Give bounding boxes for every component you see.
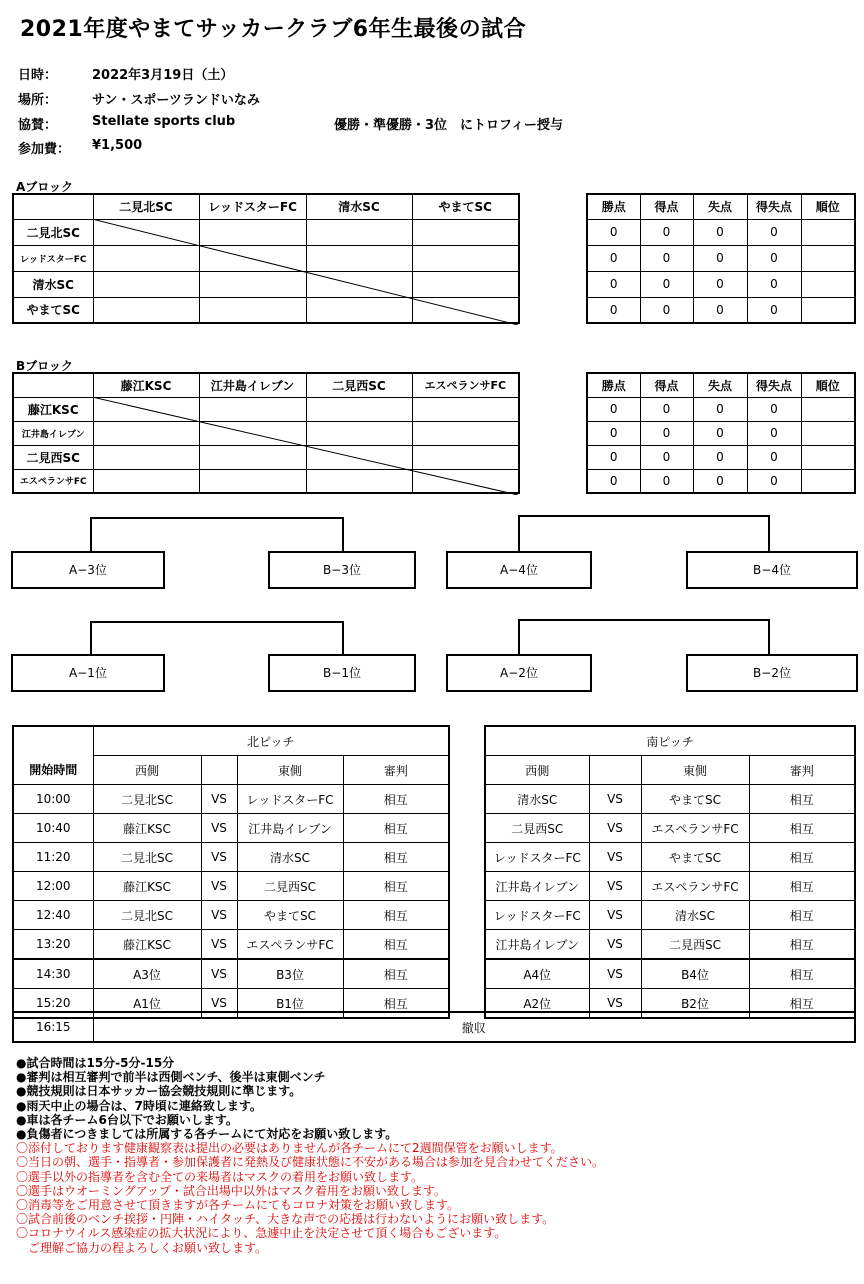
bracket-line — [768, 515, 770, 551]
east-team: レッドスターFC — [237, 785, 343, 814]
stat-header: 得点 — [640, 373, 693, 397]
match-time: 14:30 — [13, 959, 93, 989]
match-time: 10:40 — [13, 814, 93, 843]
east-team: 清水SC — [641, 901, 749, 930]
ref-header: 審判 — [343, 756, 449, 785]
referee: 相互 — [749, 901, 855, 930]
col-team: レッドスターFC — [199, 194, 306, 219]
referee: 相互 — [343, 814, 449, 843]
covid-note-item: ご理解ご協力の程よろしくお願い致します。 — [16, 1240, 268, 1255]
covid-note-item: 〇選手以外の指導者を含む全ての来場者はマスクの着用をお願い致します。 — [16, 1169, 424, 1184]
match-time: 15:20 — [13, 989, 93, 1019]
note-item: ●審判は相互審判で前半は西側ベンチ、後半は東側ベンチ — [16, 1070, 326, 1085]
bracket-line — [768, 619, 770, 654]
fee-value: ¥1,500 — [92, 138, 143, 153]
closing-time: 16:15 — [13, 1012, 93, 1042]
stat-cell: 0 — [693, 245, 747, 271]
note-item: ●競技規則は日本サッカー協会競技規則に準じます。 — [16, 1084, 302, 1099]
note-item: ●負傷者につきましては所属する各チームにて対応をお願い致します。 — [16, 1127, 398, 1142]
stat-cell: 0 — [587, 271, 640, 297]
corner-cell — [13, 373, 93, 397]
stat-cell: 0 — [747, 245, 801, 271]
east-team: エスペランサFC — [641, 814, 749, 843]
referee: 相互 — [343, 872, 449, 901]
north-pitch-schedule — [12, 725, 450, 1019]
west-team: 藤江KSC — [93, 814, 201, 843]
stat-cell: 0 — [587, 297, 640, 323]
referee: 相互 — [343, 959, 449, 989]
stat-cell — [801, 469, 855, 493]
note-item: ●車は各チーム6台以下でお願いします。 — [16, 1112, 238, 1127]
west-header: 西側 — [93, 756, 201, 785]
stat-cell: 0 — [587, 245, 640, 271]
referee: 相互 — [343, 901, 449, 930]
south-pitch-schedule — [484, 725, 856, 1019]
stat-cell: 0 — [640, 219, 693, 245]
vs-label: VS — [201, 959, 237, 989]
east-header: 東側 — [237, 756, 343, 785]
west-team: A1位 — [93, 989, 201, 1019]
block-b-standings — [586, 372, 856, 494]
referee: 相互 — [749, 930, 855, 960]
block-b-diagonal — [92, 397, 518, 495]
stat-cell: 0 — [747, 397, 801, 421]
stat-header: 得失点 — [747, 373, 801, 397]
stat-cell: 0 — [693, 397, 747, 421]
west-team: レッドスターFC — [485, 843, 589, 872]
east-team: 二見西SC — [237, 872, 343, 901]
stat-cell: 0 — [693, 445, 747, 469]
start-time-header: 開始時間 — [13, 756, 93, 785]
stat-cell — [801, 271, 855, 297]
bracket-line — [518, 515, 520, 551]
vs-label: VS — [589, 872, 641, 901]
covid-note-item: 〇消毒等をご用意させて頂きますが各チームにてもコロナ対策をお願い致します。 — [16, 1198, 460, 1213]
east-team: やまてSC — [641, 843, 749, 872]
bracket-slot: A−1位 — [11, 654, 165, 692]
covid-note-item: 〇コロナウイルス感染症の拡大状況により、急遽中止を決定させて頂く場合もございます。 — [16, 1226, 507, 1241]
row-team: 二見西SC — [13, 445, 93, 469]
corner-cell — [13, 194, 93, 219]
trophy-note: 優勝・準優勝・3位 にトロフィー授与 — [334, 118, 564, 133]
match-time: 12:40 — [13, 901, 93, 930]
row-team: 藤江KSC — [13, 397, 93, 421]
block-a-label: Aブロック — [16, 180, 74, 194]
vs-label: VS — [589, 901, 641, 930]
east-team: 清水SC — [237, 843, 343, 872]
stat-header: 順位 — [801, 373, 855, 397]
bracket-line — [90, 517, 92, 551]
bracket-line — [90, 621, 92, 654]
referee: 相互 — [343, 930, 449, 960]
vs-label: VS — [589, 930, 641, 960]
west-team: レッドスターFC — [485, 901, 589, 930]
vs-label: VS — [201, 843, 237, 872]
bracket-line — [518, 619, 770, 621]
bracket-slot: A−3位 — [11, 551, 165, 589]
stat-header: 勝点 — [587, 194, 640, 219]
bracket-slot: B−3位 — [268, 551, 416, 589]
bracket-slot: A−2位 — [446, 654, 592, 692]
west-team: A4位 — [485, 959, 589, 989]
referee: 相互 — [749, 785, 855, 814]
stat-cell: 0 — [747, 219, 801, 245]
stat-cell: 0 — [640, 245, 693, 271]
bracket-line — [342, 517, 344, 551]
west-team: 清水SC — [485, 785, 589, 814]
stat-cell: 0 — [587, 397, 640, 421]
row-team: やまてSC — [13, 297, 93, 323]
east-team: B4位 — [641, 959, 749, 989]
stat-header: 勝点 — [587, 373, 640, 397]
block-b-label: Bブロック — [16, 359, 73, 373]
stat-cell: 0 — [587, 445, 640, 469]
west-team: 二見西SC — [485, 814, 589, 843]
east-team: やまてSC — [237, 901, 343, 930]
match-time: 12:00 — [13, 872, 93, 901]
note-item: ●試合時間は15分-5分-15分 — [16, 1056, 175, 1070]
vs-label: VS — [201, 989, 237, 1019]
closing-row — [12, 1011, 856, 1043]
referee: 相互 — [749, 959, 855, 989]
stat-header: 失点 — [693, 194, 747, 219]
west-header: 西側 — [485, 756, 589, 785]
sponsor-label: 協賛： — [18, 118, 58, 133]
vs-label: VS — [589, 814, 641, 843]
place-label: 場所： — [18, 93, 58, 108]
col-team: エスペランサFC — [412, 373, 519, 397]
stat-cell: 0 — [587, 469, 640, 493]
row-team: レッドスターFC — [13, 245, 93, 271]
col-team: 藤江KSC — [93, 373, 199, 397]
stat-cell: 0 — [640, 397, 693, 421]
match-time: 10:00 — [13, 785, 93, 814]
col-team: 清水SC — [306, 194, 412, 219]
closing-text: 撤収 — [93, 1012, 855, 1042]
referee: 相互 — [343, 785, 449, 814]
south-pitch-title: 南ピッチ — [485, 726, 855, 756]
vs-label: VS — [589, 989, 641, 1019]
row-team: エスペランサFC — [13, 469, 93, 493]
covid-note-item: 〇選手はウオーミングアップ・試合出場中以外はマスク着用をお願い致します。 — [16, 1183, 446, 1198]
bracket-line — [90, 517, 344, 519]
west-team: 藤江KSC — [93, 872, 201, 901]
east-team: B1位 — [237, 989, 343, 1019]
west-team: 二見北SC — [93, 901, 201, 930]
stat-cell: 0 — [587, 219, 640, 245]
east-team: エスペランサFC — [237, 930, 343, 960]
stat-cell: 0 — [747, 445, 801, 469]
north-pitch-title: 北ピッチ — [93, 726, 449, 756]
west-team: 二見北SC — [93, 843, 201, 872]
stat-header: 順位 — [801, 194, 855, 219]
vs-label: VS — [201, 872, 237, 901]
block-a-standings — [586, 193, 856, 324]
block-a-diagonal — [92, 219, 518, 325]
referee: 相互 — [749, 814, 855, 843]
east-team: 江井島イレブン — [237, 814, 343, 843]
date-label: 日時： — [18, 68, 58, 83]
vs-label: VS — [201, 814, 237, 843]
bracket-slot: B−1位 — [268, 654, 416, 692]
east-team: 二見西SC — [641, 930, 749, 960]
stat-header: 失点 — [693, 373, 747, 397]
col-team: 二見西SC — [306, 373, 412, 397]
stat-cell: 0 — [693, 421, 747, 445]
vs-label: VS — [589, 959, 641, 989]
stat-cell: 0 — [693, 297, 747, 323]
stat-cell — [801, 219, 855, 245]
west-team: 江井島イレブン — [485, 872, 589, 901]
covid-note-item: 〇試合前後のベンチ挨拶・円陣・ハイタッチ、大きな声での応援は行わないようにお願い致します。 — [16, 1212, 555, 1227]
row-team: 清水SC — [13, 271, 93, 297]
fee-label: 参加費： — [18, 142, 71, 157]
east-team: エスペランサFC — [641, 872, 749, 901]
stat-cell: 0 — [640, 271, 693, 297]
notes — [16, 1056, 604, 1255]
stat-header: 得失点 — [747, 194, 801, 219]
bracket-line — [342, 621, 344, 654]
stat-cell: 0 — [693, 219, 747, 245]
vs-label: VS — [589, 843, 641, 872]
stat-cell: 0 — [747, 469, 801, 493]
note-item: ●雨天中止の場合は、7時頃に連絡致します。 — [16, 1098, 262, 1113]
bracket-line — [518, 619, 520, 654]
date-value: 2022年3月19日（土） — [92, 68, 234, 83]
west-team: 江井島イレブン — [485, 930, 589, 960]
page-title: 2021年度やまてサッカークラブ6年生最後の試合 — [20, 17, 527, 42]
referee: 相互 — [749, 872, 855, 901]
ref-header: 審判 — [749, 756, 855, 785]
col-team: 江井島イレブン — [199, 373, 306, 397]
stat-cell — [801, 297, 855, 323]
col-team: 二見北SC — [93, 194, 199, 219]
stat-cell: 0 — [640, 297, 693, 323]
match-time: 11:20 — [13, 843, 93, 872]
east-header: 東側 — [641, 756, 749, 785]
east-team: B3位 — [237, 959, 343, 989]
west-team: A3位 — [93, 959, 201, 989]
bracket-slot: A−4位 — [446, 551, 592, 589]
east-team: やまてSC — [641, 785, 749, 814]
stat-cell: 0 — [693, 469, 747, 493]
vs-label: VS — [201, 901, 237, 930]
stat-cell: 0 — [693, 271, 747, 297]
bracket-slot: B−2位 — [686, 654, 858, 692]
bracket-line — [518, 515, 770, 517]
west-team: A2位 — [485, 989, 589, 1019]
bracket-slot: B−4位 — [686, 551, 858, 589]
stat-cell — [801, 397, 855, 421]
referee: 相互 — [343, 989, 449, 1019]
stat-cell: 0 — [747, 421, 801, 445]
stat-cell — [801, 421, 855, 445]
row-team: 江井島イレブン — [13, 421, 93, 445]
west-team: 二見北SC — [93, 785, 201, 814]
east-team: B2位 — [641, 989, 749, 1019]
vs-label: VS — [589, 785, 641, 814]
covid-note-item: 〇添付しております健康観察表は提出の必要はありませんが各チームにて2週間保管をお願いします。 — [16, 1141, 563, 1156]
vs-label: VS — [201, 785, 237, 814]
covid-note-item: 〇当日の朝、選手・指導者・参加保護者に発熱及び健康状態に不安がある場合は参加を見合わせてください。 — [16, 1155, 605, 1170]
match-time: 13:20 — [13, 930, 93, 960]
stat-cell: 0 — [640, 445, 693, 469]
col-team: やまてSC — [412, 194, 519, 219]
stat-header: 得点 — [640, 194, 693, 219]
stat-cell: 0 — [640, 421, 693, 445]
stat-cell — [801, 245, 855, 271]
west-team: 藤江KSC — [93, 930, 201, 960]
referee: 相互 — [343, 843, 449, 872]
sponsor-value: Stellate sports club — [92, 114, 236, 129]
stat-cell: 0 — [587, 421, 640, 445]
row-team: 二見北SC — [13, 219, 93, 245]
referee: 相互 — [749, 989, 855, 1019]
stat-cell — [801, 445, 855, 469]
stat-cell: 0 — [747, 297, 801, 323]
bracket-line — [90, 621, 344, 623]
vs-label: VS — [201, 930, 237, 960]
place-value: サン・スポーツランドいなみ — [92, 93, 260, 108]
stat-cell: 0 — [747, 271, 801, 297]
referee: 相互 — [749, 843, 855, 872]
stat-cell: 0 — [640, 469, 693, 493]
